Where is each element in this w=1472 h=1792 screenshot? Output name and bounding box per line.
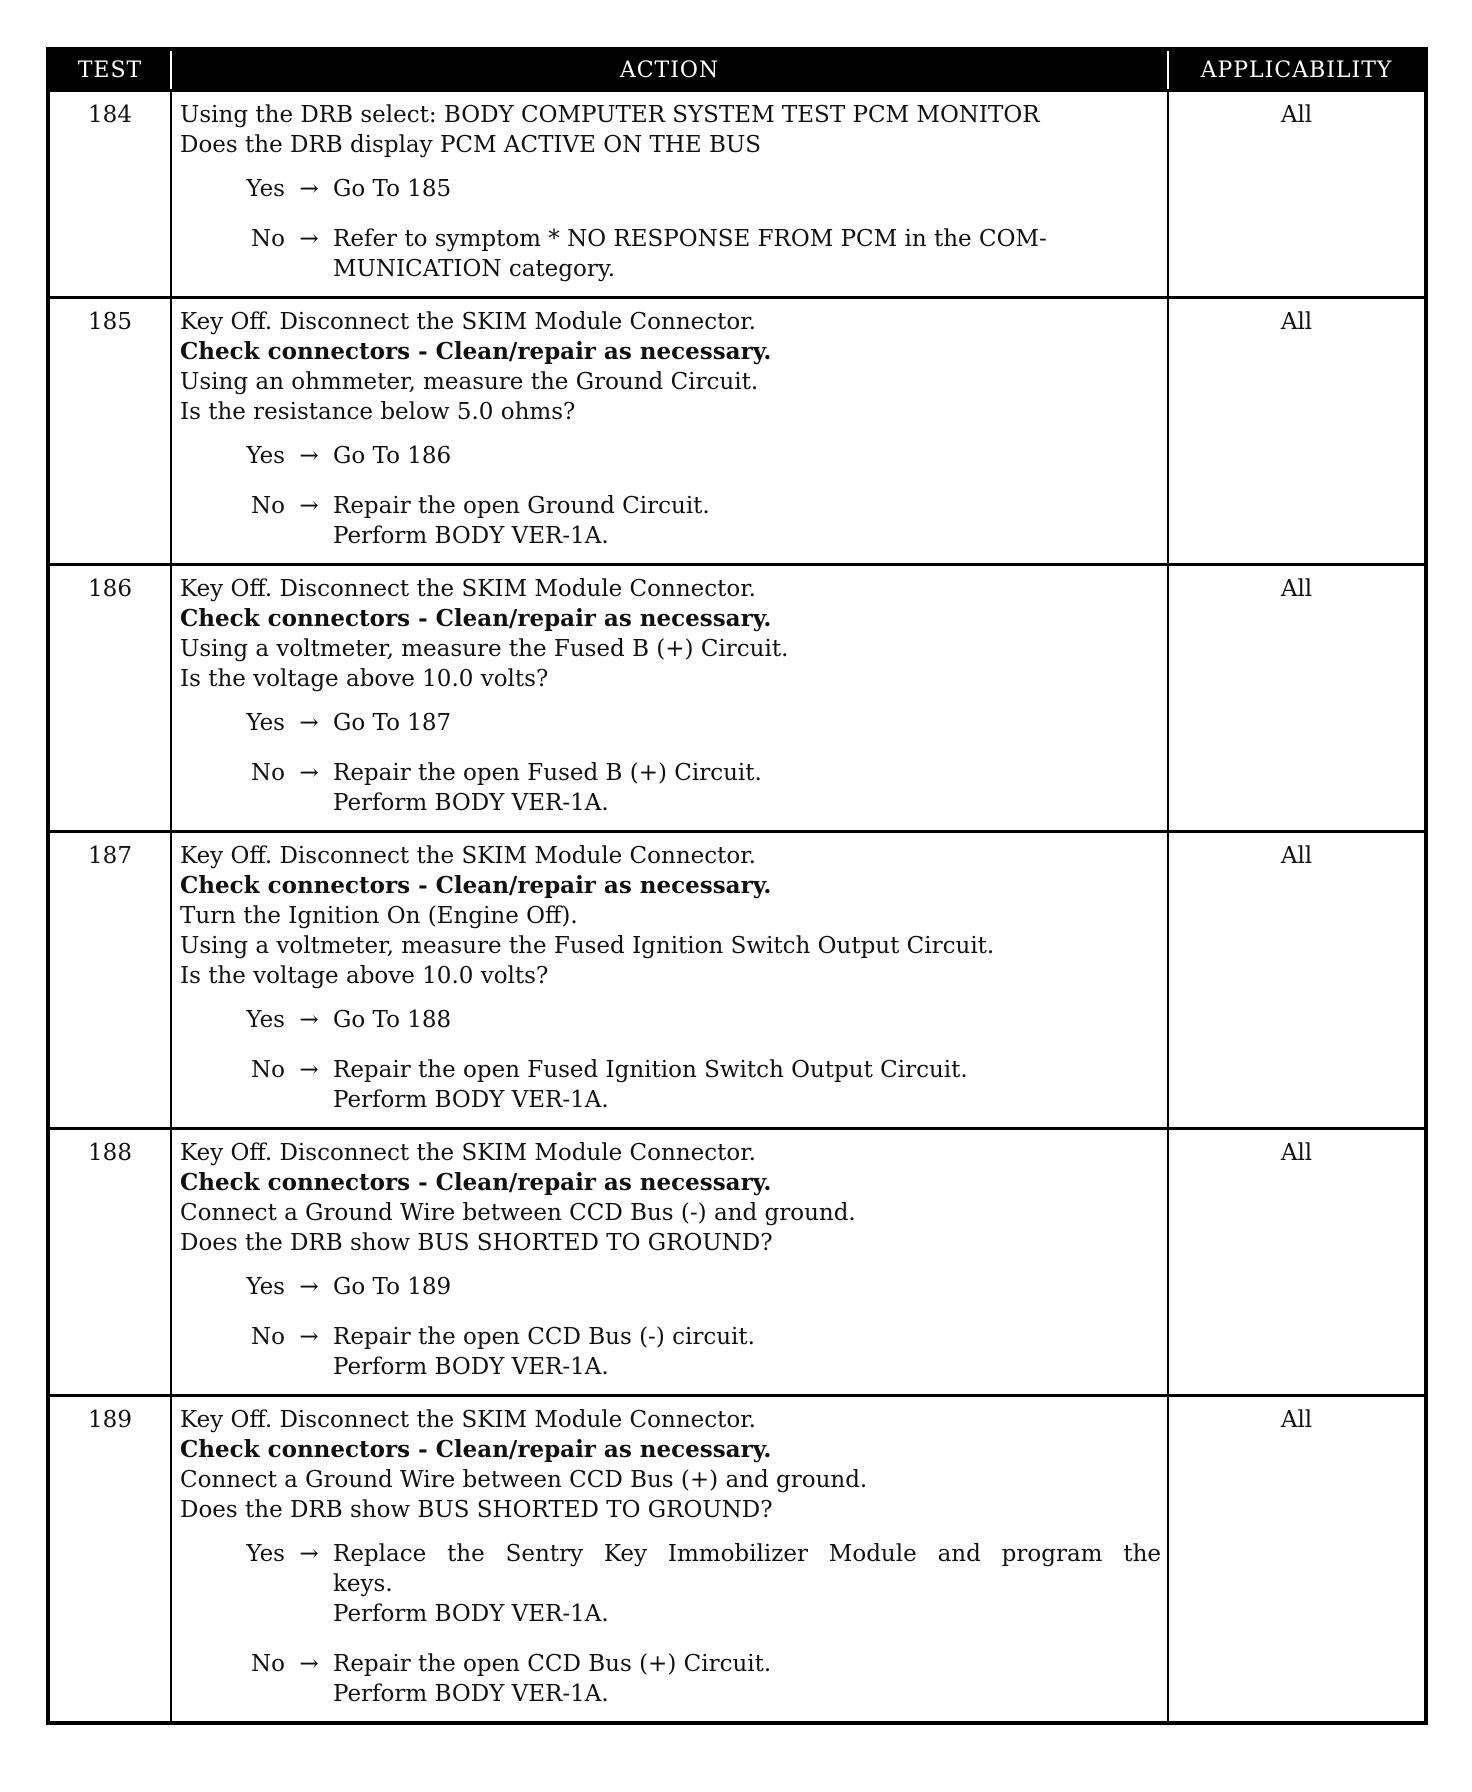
arrow-right-icon: →	[299, 710, 319, 736]
table-row	[48, 91, 1426, 298]
yes-result-line: Go To 187	[333, 710, 452, 736]
action-cell	[171, 298, 1168, 565]
yes-result-line: Replace the Sentry Key Immobilizer Module and program the	[333, 1541, 1161, 1567]
action-step: Using a voltmeter, measure the Fused B (+) Circuit.	[180, 636, 789, 662]
arrow-right-icon: →	[299, 1541, 319, 1567]
yes-result-line: Perform BODY VER-1A.	[333, 1601, 609, 1627]
test-number: 184	[48, 91, 171, 298]
applicability-value: All	[1168, 1129, 1426, 1396]
action-step: Is the voltage above 10.0 volts?	[180, 666, 549, 692]
yes-outcome	[180, 174, 1161, 204]
outcomes	[180, 441, 1161, 551]
arrow-right-icon: →	[299, 493, 319, 519]
action-step: Using an ohmmeter, measure the Ground Circuit.	[180, 369, 759, 395]
no-result	[333, 1055, 1161, 1115]
action-step: Key Off. Disconnect the SKIM Module Connector.	[180, 309, 756, 335]
action-step: Using a voltmeter, measure the Fused Ignition Switch Output Circuit.	[180, 933, 995, 959]
yes-outcome	[180, 1272, 1161, 1302]
yes-label: Yes	[246, 710, 285, 736]
no-result	[333, 491, 1161, 551]
no-label: No	[251, 1651, 285, 1677]
action-step: Does the DRB display PCM ACTIVE ON THE BUS	[180, 132, 762, 158]
no-result-line: Repair the open CCD Bus (+) Circuit.	[333, 1651, 772, 1677]
check-connectors-note: Check connectors - Clean/repair as necessary.	[180, 1436, 772, 1463]
outcomes	[180, 1539, 1161, 1709]
no-result-line: Perform BODY VER-1A.	[333, 790, 609, 816]
yes-result-line: Go To 185	[333, 176, 452, 202]
arrow-right-icon: →	[299, 226, 319, 252]
table-row	[48, 1129, 1426, 1396]
applicability-value: All	[1168, 298, 1426, 565]
yes-result	[333, 708, 1161, 738]
applicability-value: All	[1168, 91, 1426, 298]
yes-outcome	[180, 1539, 1161, 1629]
action-cell	[171, 1396, 1168, 1724]
yes-result	[333, 174, 1161, 204]
yes-result	[333, 1272, 1161, 1302]
outcomes	[180, 708, 1161, 818]
no-result	[333, 224, 1161, 284]
yes-label: Yes	[246, 443, 285, 469]
yes-result-line: Go To 189	[333, 1274, 452, 1300]
no-result-line: Perform BODY VER-1A.	[333, 1087, 609, 1113]
yes-result-line: keys.	[333, 1571, 393, 1597]
test-number: 188	[48, 1129, 171, 1396]
yes-result-line: Go To 186	[333, 443, 452, 469]
action-step: Turn the Ignition On (Engine Off).	[180, 903, 578, 929]
no-label: No	[251, 493, 285, 519]
yes-label: Yes	[246, 1007, 285, 1033]
check-connectors-note: Check connectors - Clean/repair as necessary.	[180, 605, 772, 632]
no-outcome	[180, 1322, 1161, 1382]
action-step: Is the voltage above 10.0 volts?	[180, 963, 549, 989]
no-result-line: Repair the open Fused Ignition Switch Output Circuit.	[333, 1057, 968, 1083]
action-step: Key Off. Disconnect the SKIM Module Connector.	[180, 1140, 756, 1166]
no-outcome	[180, 758, 1161, 818]
arrow-right-icon: →	[299, 443, 319, 469]
yes-result	[333, 441, 1161, 471]
no-outcome	[180, 224, 1161, 284]
header-action: ACTION	[171, 49, 1168, 91]
no-result-line: Refer to symptom * NO RESPONSE FROM PCM in the COM-	[333, 226, 1047, 252]
arrow-right-icon: →	[299, 1651, 319, 1677]
yes-outcome	[180, 708, 1161, 738]
no-outcome	[180, 1055, 1161, 1115]
no-result	[333, 1322, 1161, 1382]
test-number: 185	[48, 298, 171, 565]
arrow-right-icon: →	[299, 1274, 319, 1300]
header-applicability: APPLICABILITY	[1168, 49, 1426, 91]
no-result-line: Perform BODY VER-1A.	[333, 1354, 609, 1380]
no-result-line: Repair the open Fused B (+) Circuit.	[333, 760, 762, 786]
diagnostic-table	[46, 47, 1428, 1725]
no-result-line: Perform BODY VER-1A.	[333, 523, 609, 549]
action-cell	[171, 91, 1168, 298]
action-step: Key Off. Disconnect the SKIM Module Connector.	[180, 576, 756, 602]
table-row	[48, 1396, 1426, 1724]
no-result-line: Repair the open Ground Circuit.	[333, 493, 710, 519]
header-test: TEST	[48, 49, 171, 91]
no-result-line: Repair the open CCD Bus (-) circuit.	[333, 1324, 755, 1350]
action-step: Does the DRB show BUS SHORTED TO GROUND?	[180, 1230, 773, 1256]
arrow-right-icon: →	[299, 1057, 319, 1083]
no-result-line: MUNICATION category.	[333, 256, 616, 282]
yes-outcome	[180, 441, 1161, 471]
no-label: No	[251, 1057, 285, 1083]
arrow-right-icon: →	[299, 176, 319, 202]
outcomes	[180, 1272, 1161, 1382]
no-outcome	[180, 491, 1161, 551]
action-step: Key Off. Disconnect the SKIM Module Connector.	[180, 1407, 756, 1433]
no-label: No	[251, 1324, 285, 1350]
action-step: Using the DRB select: BODY COMPUTER SYSTEM TEST PCM MONITOR	[180, 102, 1040, 128]
test-number: 186	[48, 565, 171, 832]
yes-result-line: Go To 188	[333, 1007, 452, 1033]
no-label: No	[251, 226, 285, 252]
no-result-line: Perform BODY VER-1A.	[333, 1681, 609, 1707]
yes-label: Yes	[246, 176, 285, 202]
yes-result	[333, 1005, 1161, 1035]
action-step: Does the DRB show BUS SHORTED TO GROUND?	[180, 1497, 773, 1523]
action-step: Is the resistance below 5.0 ohms?	[180, 399, 576, 425]
no-result	[333, 1649, 1161, 1709]
table-row	[48, 565, 1426, 832]
applicability-value: All	[1168, 1396, 1426, 1724]
no-outcome	[180, 1649, 1161, 1709]
test-number: 189	[48, 1396, 171, 1724]
arrow-right-icon: →	[299, 1007, 319, 1033]
outcomes	[180, 1005, 1161, 1115]
table-row	[48, 832, 1426, 1129]
action-step: Connect a Ground Wire between CCD Bus (-) and ground.	[180, 1200, 856, 1226]
action-step: Connect a Ground Wire between CCD Bus (+) and ground.	[180, 1467, 868, 1493]
test-number: 187	[48, 832, 171, 1129]
applicability-value: All	[1168, 832, 1426, 1129]
yes-label: Yes	[246, 1274, 285, 1300]
yes-label: Yes	[246, 1541, 285, 1567]
check-connectors-note: Check connectors - Clean/repair as necessary.	[180, 872, 772, 899]
action-step: Key Off. Disconnect the SKIM Module Connector.	[180, 843, 756, 869]
action-cell	[171, 832, 1168, 1129]
check-connectors-note: Check connectors - Clean/repair as necessary.	[180, 338, 772, 365]
action-cell	[171, 1129, 1168, 1396]
arrow-right-icon: →	[299, 1324, 319, 1350]
arrow-right-icon: →	[299, 760, 319, 786]
action-cell	[171, 565, 1168, 832]
applicability-value: All	[1168, 565, 1426, 832]
outcomes	[180, 174, 1161, 284]
yes-outcome	[180, 1005, 1161, 1035]
check-connectors-note: Check connectors - Clean/repair as necessary.	[180, 1169, 772, 1196]
no-result	[333, 758, 1161, 818]
table-row	[48, 298, 1426, 565]
table-header-row	[48, 49, 1426, 91]
yes-result	[333, 1539, 1161, 1629]
no-label: No	[251, 760, 285, 786]
